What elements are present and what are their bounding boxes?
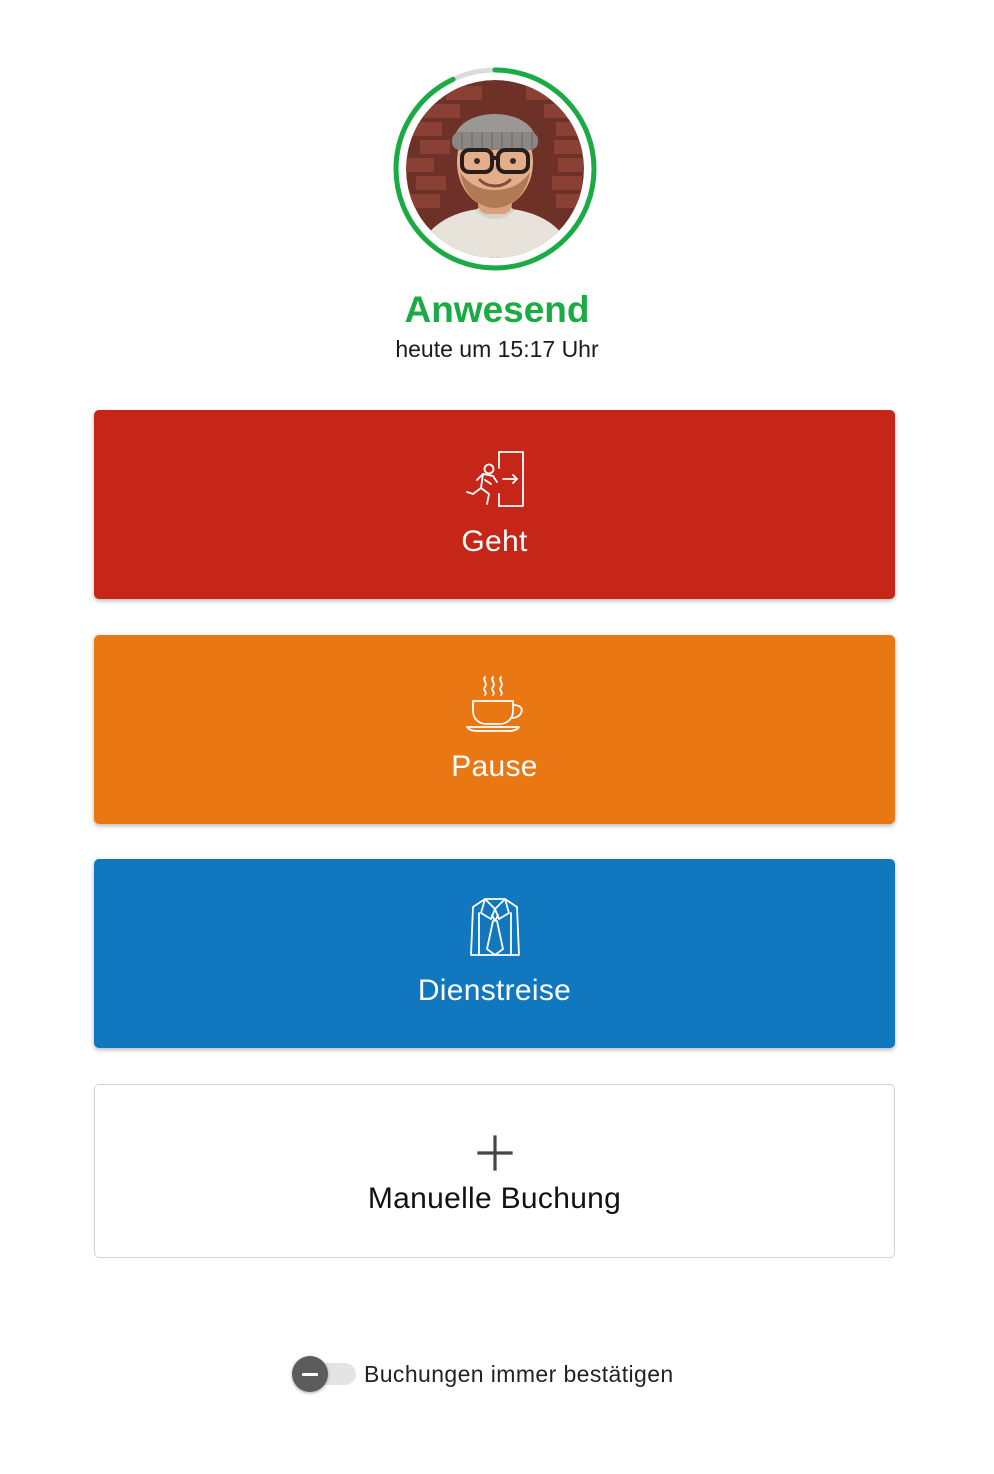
manual-booking-button[interactable] <box>94 1084 895 1258</box>
break-button-label: Pause <box>451 750 538 783</box>
status-timestamp: heute um 15:17 Uhr <box>395 336 599 362</box>
break-button[interactable] <box>94 635 895 824</box>
toggle-thumb-minus-icon <box>292 1356 328 1392</box>
confirm-bookings-label[interactable]: Buchungen immer bestätigen <box>364 1360 674 1387</box>
confirm-bookings-setting <box>292 1354 674 1394</box>
leave-button-label: Geht <box>461 525 528 558</box>
leave-button[interactable] <box>94 410 895 599</box>
business-trip-button[interactable] <box>94 859 895 1048</box>
confirm-bookings-toggle[interactable] <box>292 1354 356 1394</box>
business-trip-button-label: Dienstreise <box>417 974 572 1007</box>
coffee-cup-icon <box>463 671 527 735</box>
avatar-with-status-ring <box>392 66 598 272</box>
exit-running-person-icon <box>463 446 527 510</box>
plus-icon <box>475 1133 515 1173</box>
shirt-tie-icon <box>463 895 527 959</box>
status-title: Anwesend <box>404 289 590 330</box>
user-portrait-icon <box>406 80 584 258</box>
manual-booking-label: Manuelle Buchung <box>367 1182 622 1215</box>
avatar <box>406 80 584 258</box>
